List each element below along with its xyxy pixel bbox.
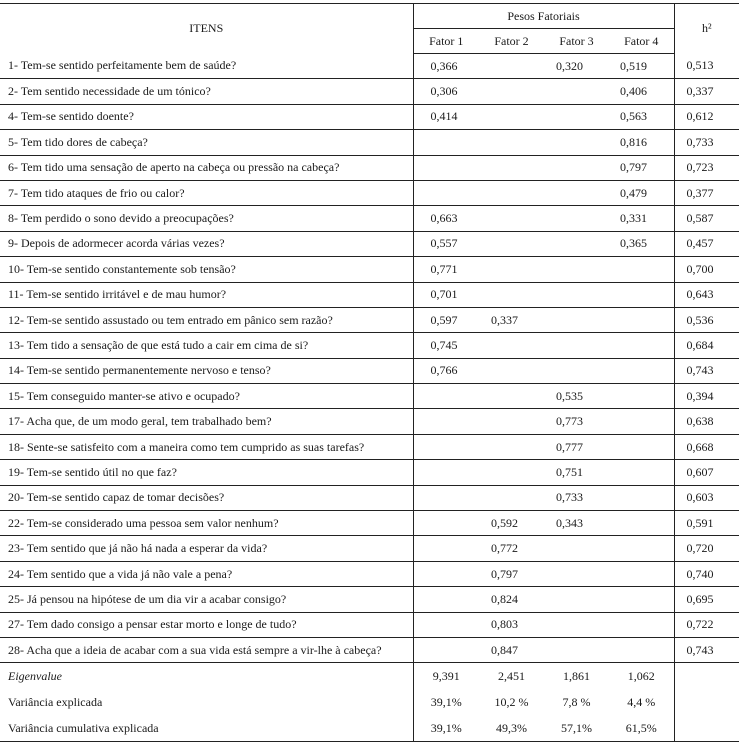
fator1-value: 0,745 [413,333,479,358]
fator2-value [479,130,544,155]
fator3-value [544,104,609,129]
h2-header: h² [674,4,739,54]
fator3-value [544,231,609,256]
h2-value: 0,591 [674,511,739,536]
fator1-value [413,155,479,180]
fator3-value [544,612,609,637]
fator4-header: Fator 4 [609,29,674,54]
h2-value: 0,743 [674,637,739,662]
h2-value: 0,668 [674,434,739,459]
table-row [0,536,739,561]
fator1-value [413,637,479,662]
fator2-value [479,460,544,485]
item-label: 12- Tem-se sentido assustado ou tem entrado em pânico sem razão? [0,307,413,332]
fator2-value [479,485,544,510]
fator2-value [479,282,544,307]
fator4-value [609,587,674,612]
fator2-value: 0,592 [479,511,544,536]
fator3-value [544,130,609,155]
fator2-value: 0,772 [479,536,544,561]
table-row [0,257,739,282]
h2-stat [674,689,739,715]
fator1-value [413,511,479,536]
fator4-stat: 4,4 % [627,694,656,709]
fator4-value: 0,519 [609,54,674,79]
fator2-value: 0,824 [479,587,544,612]
fator3-value [544,206,609,231]
fator3-stat: 57,1% [544,715,609,742]
fator2-value [479,104,544,129]
fator4-value: 0,563 [609,104,674,129]
fator1-value: 0,597 [413,307,479,332]
fator4-value [609,434,674,459]
table-row [0,511,739,536]
fator3-value [544,561,609,586]
h2-stat [674,663,739,690]
table-row [0,54,739,79]
fator1-value [413,434,479,459]
fator4-value [609,257,674,282]
fator4-value [609,358,674,383]
fator2-value [479,358,544,383]
fator3-value: 0,751 [544,460,609,485]
fator3-value: 0,320 [544,54,609,79]
h2-value: 0,587 [674,206,739,231]
item-label: 27- Tem dado consigo a pensar estar morto e longe de tudo? [0,612,413,637]
h2-value: 0,643 [674,282,739,307]
fator4-value: 0,406 [609,79,674,104]
table-row [0,409,739,434]
stat-row [0,663,739,690]
fator2-stat: 10,2 % [494,694,529,709]
item-label: 20- Tem-se sentido capaz de tomar decisões? [0,485,413,510]
items-header: ITENS [0,4,413,54]
item-label: 17- Acha que, de um modo geral, tem trabalhado bem? [0,409,413,434]
h2-value: 0,722 [674,612,739,637]
item-label: 13- Tem tido a sensação de que está tudo a cair em cima de si? [0,333,413,358]
h2-value: 0,695 [674,587,739,612]
stat-label: Variância explicada [8,694,103,709]
fator2-value [479,54,544,79]
fator2-value [479,257,544,282]
h2-stat [674,715,739,742]
item-label: 5- Tem tido dores de cabeça? [0,130,413,155]
fator2-value: 0,803 [479,612,544,637]
fator1-value [413,536,479,561]
item-label: 23- Tem sentido que já não há nada a esperar da vida? [0,536,413,561]
item-label: 25- Já pensou na hipótese de um dia vir a acabar consigo? [0,587,413,612]
table-row [0,307,739,332]
fator2-value [479,333,544,358]
fator1-value [413,130,479,155]
item-label: 18- Sente-se satisfeito com a maneira como tem cumprido as suas tarefas? [0,434,413,459]
stat-row [0,715,739,742]
fator1-value [413,587,479,612]
fator3-value [544,536,609,561]
fator1-value [413,460,479,485]
fator3-value [544,637,609,662]
h2-value: 0,612 [674,104,739,129]
fator4-stat: 1,062 [609,663,674,690]
h2-value: 0,700 [674,257,739,282]
fator3-value [544,79,609,104]
item-label: 22- Tem-se considerado uma pessoa sem valor nenhum? [0,511,413,536]
item-label: 11- Tem-se sentido irritável e de mau humor? [0,282,413,307]
fator3-value [544,358,609,383]
fator3-value [544,257,609,282]
stat-label: Variância cumulativa explicada [0,715,413,742]
fator4-value: 0,479 [609,180,674,205]
fator1-value: 0,701 [413,282,479,307]
fator2-value [479,409,544,434]
h2-value: 0,720 [674,536,739,561]
fator4-value [609,307,674,332]
fator1-value: 0,771 [413,257,479,282]
fator1-value [413,612,479,637]
table-row [0,333,739,358]
item-label: 9- Depois de adormecer acorda várias vezes? [0,231,413,256]
fator3-value: 0,343 [544,511,609,536]
h2-value: 0,723 [674,155,739,180]
table-row [0,612,739,637]
fator3-value [544,333,609,358]
table-row [0,434,739,459]
table-row [0,155,739,180]
h2-value: 0,733 [674,130,739,155]
table-row [0,130,739,155]
fator2-value: 0,847 [479,637,544,662]
h2-value: 0,513 [674,54,739,79]
table-row [0,587,739,612]
table-row [0,231,739,256]
item-label: 14- Tem-se sentido permanentemente nervoso e tenso? [0,358,413,383]
table-row [0,485,739,510]
fator1-value [413,384,479,409]
h2-value: 0,394 [674,384,739,409]
fator2-value [479,180,544,205]
table-row [0,282,739,307]
fator1-value: 0,766 [413,358,479,383]
fator1-stat: 39,1% [413,689,479,715]
table-body [0,54,739,742]
fator3-stat: 1,861 [544,663,609,690]
h2-value: 0,337 [674,79,739,104]
item-label: 28- Acha que a ideia de acabar com a sua vida está sempre a vir-lhe à cabeça? [0,637,413,662]
table-row [0,358,739,383]
fator4-value [609,485,674,510]
table-row [0,104,739,129]
fator3-value [544,307,609,332]
fator4-value [609,637,674,662]
fator4-value [609,511,674,536]
item-label: 10- Tem-se sentido constantemente sob tensão? [0,257,413,282]
table-row [0,79,739,104]
fator3-value [544,587,609,612]
fator3-value: 0,777 [544,434,609,459]
fator4-value [609,333,674,358]
fator1-value [413,180,479,205]
item-label: 19- Tem-se sentido útil no que faz? [0,460,413,485]
fator3-value [544,180,609,205]
fator3-value: 0,733 [544,485,609,510]
fator1-value: 0,414 [413,104,479,129]
table-row [0,384,739,409]
factor-loadings-table [0,3,739,742]
table-row [0,561,739,586]
h2-value: 0,684 [674,333,739,358]
h2-value: 0,740 [674,561,739,586]
pesos-fatoriais-header: Pesos Fatoriais [413,4,674,29]
fator2-value [479,231,544,256]
fator4-stat: 61,5% [609,715,674,742]
fator1-value: 0,306 [413,79,479,104]
fator4-value [609,409,674,434]
fator4-value [609,561,674,586]
item-label: 15- Tem conseguido manter-se ativo e ocupado? [0,384,413,409]
fator3-value [544,282,609,307]
fator3-value: 0,773 [544,409,609,434]
fator1-stat: 39,1% [413,715,479,742]
fator4-value: 0,331 [609,206,674,231]
fator4-value: 0,365 [609,231,674,256]
h2-value: 0,603 [674,485,739,510]
fator4-value: 0,797 [609,155,674,180]
item-label: 8- Tem perdido o sono devido a preocupações? [0,206,413,231]
table-row [0,460,739,485]
item-label: 1- Tem-se sentido perfeitamente bem de saúde? [0,54,413,79]
fator3-stat: 7,8 % [562,694,591,709]
table-row [0,180,739,205]
fator1-value [413,561,479,586]
fator1-value [413,485,479,510]
fator2-stat: 2,451 [479,663,544,690]
item-label: 7- Tem tido ataques de frio ou calor? [0,180,413,205]
fator4-value [609,460,674,485]
fator2-value [479,155,544,180]
fator4-value: 0,816 [609,130,674,155]
fator1-stat: 9,391 [413,663,479,690]
table-row [0,206,739,231]
item-label: 24- Tem sentido que a vida já não vale a pena? [0,561,413,586]
h2-value: 0,536 [674,307,739,332]
stat-row [0,689,739,715]
fator2-stat: 49,3% [479,715,544,742]
fator4-value [609,282,674,307]
fator1-value: 0,557 [413,231,479,256]
h2-value: 0,743 [674,358,739,383]
fator2-header: Fator 2 [479,29,544,54]
h2-value: 0,457 [674,231,739,256]
fator2-value [479,384,544,409]
h2-value: 0,638 [674,409,739,434]
h2-value: 0,377 [674,180,739,205]
fator2-value: 0,337 [479,307,544,332]
fator4-value [609,612,674,637]
fator2-value: 0,797 [479,561,544,586]
fator4-value [609,536,674,561]
item-label: 2- Tem sentido necessidade de um tónico? [0,79,413,104]
item-label: 6- Tem tido uma sensação de aperto na cabeça ou pressão na cabeça? [0,155,413,180]
fator1-value [413,409,479,434]
fator2-value [479,206,544,231]
h2-value: 0,607 [674,460,739,485]
fator3-value: 0,535 [544,384,609,409]
fator3-header: Fator 3 [544,29,609,54]
fator1-value: 0,366 [413,54,479,79]
fator1-value: 0,663 [413,206,479,231]
fator2-value [479,79,544,104]
fator2-value [479,434,544,459]
fator1-header: Fator 1 [413,29,479,54]
item-label: 4- Tem-se sentido doente? [0,104,413,129]
fator3-value [544,155,609,180]
fator4-value [609,384,674,409]
stat-label: Eigenvalue [0,663,413,690]
table-row [0,637,739,662]
